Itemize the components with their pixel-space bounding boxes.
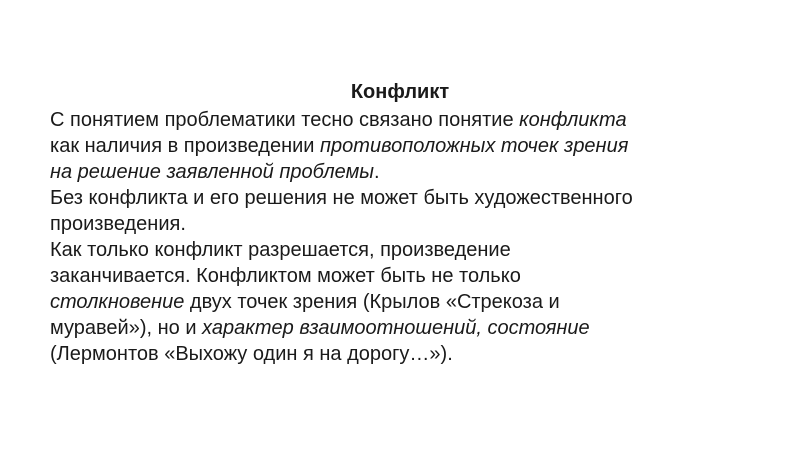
slide-title: Конфликт [350, 81, 450, 103]
text-line: произведения. [50, 213, 186, 235]
text-run: С понятием проблематики тесно связано понятие [50, 109, 520, 131]
text-line: (Лермонтов «Выхожу один я на дорогу…»). [50, 343, 453, 365]
text-line [50, 107, 750, 133]
text-line [50, 289, 750, 315]
italic-term-problem-solution: на решение заявленной проблемы [50, 161, 375, 183]
text-line [50, 133, 750, 159]
text-run: как наличия в произведении [50, 135, 321, 157]
text-run: муравей»), но и [50, 317, 203, 339]
italic-term-opposing-views: противоположных точек зрения [320, 135, 629, 157]
text-run: . [374, 161, 380, 183]
text-line [50, 315, 750, 341]
slide-body [50, 107, 750, 367]
text-line: Как только конфликт разрешается, произведение [50, 239, 511, 261]
italic-term-conflict: конфликта [519, 109, 627, 131]
italic-term-collision: столкновение [50, 291, 185, 313]
text-line: Без конфликта и его решения не может быть художественного [50, 187, 633, 209]
italic-term-relationship-state: характер взаимоотношений, состояние [202, 317, 590, 339]
text-line: заканчивается. Конфликтом может быть не только [50, 265, 521, 287]
text-line [50, 159, 750, 185]
text-run: двух точек зрения (Крылов «Стрекоза и [184, 291, 560, 313]
